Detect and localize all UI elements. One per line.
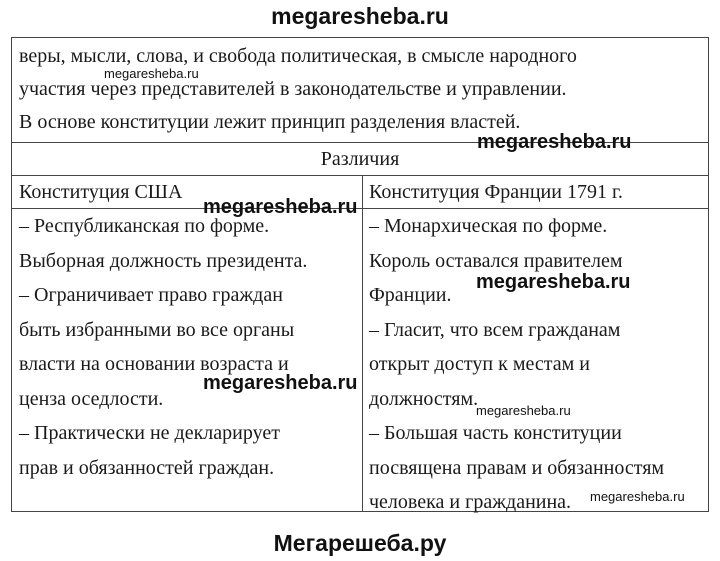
france-line: – Гласит, что всем гражданам [369,318,621,341]
intro-line: участия через представителей в законодательстве и управлении. [19,78,567,100]
france-line: должностям. [369,387,479,410]
france-line: Франции. [369,284,452,306]
usa-line: ценза оседлости. [19,387,164,410]
usa-line: – Практически не декларирует [19,422,280,444]
usa-column [19,209,307,485]
differences-heading: Различия [320,148,400,170]
usa-line: быть избранными во все органы [19,318,295,341]
watermark: megaresheba.ru [203,372,358,394]
site-header: megaresheba.ru [271,3,449,29]
watermark: megaresheba.ru [476,403,571,418]
intro-line: веры, мысли, слова, и свобода политическая, в смысле народного [19,45,577,67]
usa-line: власти на основании возраста и [19,353,289,375]
france-line: – Большая часть конституции [369,422,622,444]
france-line: посвящена правам и обязанностям [369,456,665,479]
usa-line: прав и обязанностей граждан. [19,456,275,479]
site-footer: Мегарешеба.ру [273,530,447,556]
usa-line: – Республиканская по форме. [19,215,270,237]
watermark: megaresheba.ru [477,131,632,153]
column-title-france: Конституция Франции 1791 г. [369,181,623,203]
usa-line: – Ограничивает право граждан [19,284,283,306]
france-line: человека и гражданина. [369,491,572,513]
watermark: megaresheba.ru [476,271,631,293]
france-line: Король оставался правителем [369,249,623,272]
france-column [369,209,664,520]
france-line: открыт доступ к местам и [369,353,590,375]
watermark: megaresheba.ru [203,196,358,218]
watermark: megaresheba.ru [104,66,199,81]
column-divider [362,175,363,512]
column-title-usa: Конституция США [19,181,183,203]
intro-line: В основе конституции лежит принцип разделения властей. [19,111,521,133]
france-line: – Монархическая по форме. [369,215,608,237]
intro-block [19,40,577,139]
watermark: megaresheba.ru [590,489,685,504]
usa-line: Выборная должность президента. [19,249,308,272]
